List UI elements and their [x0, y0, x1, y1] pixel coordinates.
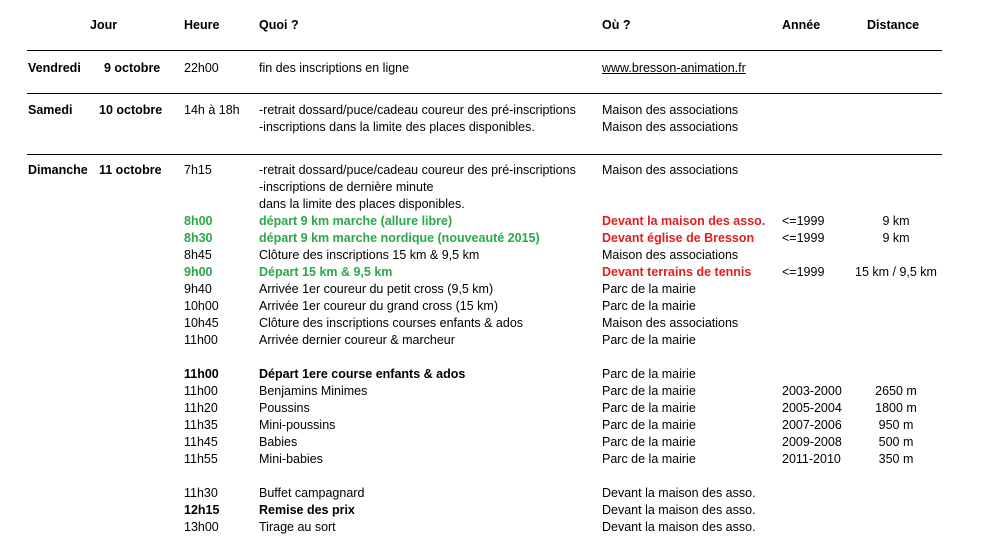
sunday-row-what: Benjamins Minimes	[259, 384, 368, 398]
day-saturday-date: 10 octobre	[99, 103, 163, 117]
sunday-row-where: Devant église de Bresson	[602, 231, 755, 245]
sunday-row-time: 8h30	[184, 231, 213, 245]
day-friday-date: 9 octobre	[104, 61, 161, 75]
header-ou: Où ?	[602, 18, 631, 32]
friday-time: 22h00	[184, 61, 219, 75]
saturday-row-where: Maison des associations	[602, 103, 739, 117]
sunday-row-what: Tirage au sort	[259, 520, 336, 534]
sunday-row-where: Parc de la mairie	[602, 452, 696, 466]
sunday-row-dist: 500 m	[878, 435, 914, 449]
saturday-row-what: -retrait dossard/puce/cadeau coureur des pré-inscriptions	[259, 103, 576, 117]
sunday-row-what: Mini-poussins	[259, 418, 336, 432]
website-link[interactable]: www.bresson-animation.fr	[602, 61, 746, 75]
sunday-row-dist: 950 m	[878, 418, 914, 432]
sunday-row-time: 12h15	[184, 503, 220, 517]
sunday-row-what: Buffet campagnard	[259, 486, 365, 500]
sunday-row-dist: 15 km / 9,5 km	[855, 265, 937, 279]
saturday-row-where: Maison des associations	[602, 120, 739, 134]
sunday-row-what: Babies	[259, 435, 298, 449]
header-quoi: Quoi ?	[259, 18, 299, 32]
day-sunday-date: 11 octobre	[99, 163, 162, 177]
sunday-row-year: <=1999	[782, 231, 825, 245]
sunday-row-where: Devant la maison des asso.	[602, 486, 756, 500]
sunday-row-time: 10h45	[184, 316, 219, 330]
sunday-row-what: Arrivée dernier coureur & marcheur	[259, 333, 455, 347]
sunday-row-what: -retrait dossard/puce/cadeau coureur des pré-inscriptions	[259, 163, 576, 177]
saturday-row-time: 14h à 18h	[184, 103, 240, 117]
sunday-row-dist: 9 km	[882, 214, 910, 228]
sunday-row-dist: 9 km	[882, 231, 910, 245]
sunday-row-time: 11h45	[184, 435, 218, 449]
sunday-row-where: Parc de la mairie	[602, 333, 696, 347]
sunday-row-what: Poussins	[259, 401, 310, 415]
day-sunday-name: Dimanche	[28, 163, 88, 177]
sunday-row-what: Arrivée 1er coureur du petit cross (9,5 km)	[259, 282, 494, 296]
sunday-row-time: 11h00	[184, 384, 218, 398]
sunday-row-time: 11h55	[184, 452, 218, 466]
sunday-row-where: Devant terrains de tennis	[602, 265, 752, 279]
sunday-row-where: Parc de la mairie	[602, 299, 696, 313]
sunday-row-where: Parc de la mairie	[602, 418, 696, 432]
day-saturday-name: Samedi	[28, 103, 73, 117]
sunday-row-time: 8h45	[184, 248, 212, 262]
sunday-row-where: Devant la maison des asso.	[602, 520, 756, 534]
sunday-row-what: Clôture des inscriptions courses enfants & ados	[259, 316, 524, 330]
sunday-row-what: Clôture des inscriptions 15 km & 9,5 km	[259, 248, 480, 262]
sunday-row-where: Parc de la mairie	[602, 401, 696, 415]
sunday-row-where: Parc de la mairie	[602, 435, 696, 449]
header-jour: Jour	[90, 18, 118, 32]
sunday-row-time: 11h30	[184, 486, 218, 500]
sunday-row-where: Parc de la mairie	[602, 384, 696, 398]
sunday-row-year: 2011-2010	[782, 452, 841, 466]
sunday-row-dist: 2650 m	[875, 384, 917, 398]
sunday-row-time: 11h00	[184, 333, 218, 347]
sunday-row-year: <=1999	[782, 214, 825, 228]
divider-saturday	[27, 154, 942, 155]
sunday-row-year: 2007-2006	[782, 418, 842, 432]
day-friday-name: Vendredi	[28, 61, 81, 75]
sunday-row-where: Devant la maison des asso.	[602, 214, 766, 228]
divider-header	[27, 50, 942, 51]
sunday-row-time: 7h15	[184, 163, 212, 177]
sunday-row-year: 2005-2004	[782, 401, 842, 415]
sunday-row-time: 8h00	[184, 214, 213, 228]
sunday-row-year: 2009-2008	[782, 435, 842, 449]
sunday-row-dist: 1800 m	[875, 401, 917, 415]
sunday-row-year: <=1999	[782, 265, 825, 279]
sunday-row-where: Maison des associations	[602, 248, 739, 262]
sunday-row-dist: 350 m	[878, 452, 914, 466]
sunday-row-time: 13h00	[184, 520, 219, 534]
sunday-row-what: Départ 15 km & 9,5 km	[259, 265, 393, 279]
sunday-row-time: 10h00	[184, 299, 219, 313]
header-distance: Distance	[867, 18, 920, 32]
divider-friday	[27, 93, 942, 94]
sunday-row-time: 11h00	[184, 367, 219, 381]
sunday-row-time: 11h20	[184, 401, 218, 415]
saturday-row-what: -inscriptions dans la limite des places disponibles.	[259, 120, 535, 134]
header-heure: Heure	[184, 18, 220, 32]
sunday-row-time: 11h35	[184, 418, 218, 432]
sunday-row-what: Remise des prix	[259, 503, 355, 517]
sunday-row-where: Devant la maison des asso.	[602, 503, 756, 517]
sunday-row-time: 9h40	[184, 282, 212, 296]
sunday-row-what: Arrivée 1er coureur du grand cross (15 km)	[259, 299, 498, 313]
sunday-row-where: Parc de la mairie	[602, 282, 696, 296]
sunday-row-year: 2003-2000	[782, 384, 842, 398]
sunday-row-what: départ 9 km marche (allure libre)	[259, 214, 453, 228]
sunday-row-what: dans la limite des places disponibles.	[259, 197, 465, 211]
sunday-row-time: 9h00	[184, 265, 213, 279]
sunday-row-what: départ 9 km marche nordique (nouveauté 2015)	[259, 231, 540, 245]
sunday-row-what: Mini-babies	[259, 452, 323, 466]
sunday-row-where: Parc de la mairie	[602, 367, 696, 381]
sunday-row-where: Maison des associations	[602, 163, 739, 177]
sunday-row-where: Maison des associations	[602, 316, 739, 330]
sunday-row-what: Départ 1ere course enfants & ados	[259, 367, 466, 381]
friday-what: fin des inscriptions en ligne	[259, 61, 410, 75]
header-annee: Année	[782, 18, 821, 32]
sunday-row-what: -inscriptions de dernière minute	[259, 180, 434, 194]
